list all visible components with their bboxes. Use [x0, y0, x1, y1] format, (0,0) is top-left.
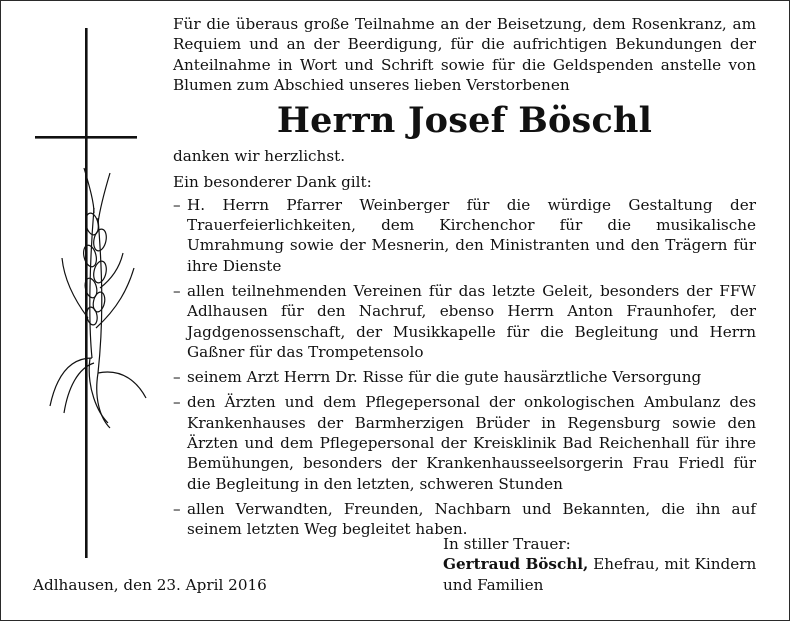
- list-item: – allen Verwandten, Freunden, Nachbarn und Bekannten, die ihn auf seinem letzten Weg begleitet haben.: [173, 499, 756, 540]
- notice-body: [173, 14, 756, 545]
- thanks-list: [173, 195, 756, 540]
- thanks-line: danken wir herzlichst.: [173, 147, 346, 166]
- signature-line-2: und Familien: [443, 575, 544, 594]
- list-item: – H. Herrn Pfarrer Weinberger für die würdige Gestaltung der Trauerfeierlichkeiten, dem Kirchenchor für die musikalische Umrahmung sowie der Mesnerin, den Ministranten und den Trägern für ihre Dienste: [173, 195, 756, 276]
- intro-paragraph: Für die überaus große Teilnahme an der Beisetzung, dem Rosenkranz, am Requiem und an der Beerdigung, für die aufrichtigen Bekundungen der Anteilnahme in Wort und Schrift sowie für die Geldspenden anstelle von Blumen zum Abschied unseres lieben Verstorbenen: [173, 15, 756, 94]
- signature-relation: Ehefrau, mit Kindern: [593, 555, 757, 574]
- deceased-name: Herrn Josef Böschl: [276, 100, 653, 142]
- list-item: – allen teilnehmenden Vereinen für das letzte Geleit, besonders der FFW Adlhausen für den Nachruf, ebenso Herrn Anton Fraunhofer, der Jagdgenossenschaft, der Musikkapelle für die Begleitung und Herrn Gaßner für das Trompetensolo: [173, 281, 756, 362]
- wheat-icon: [50, 168, 146, 428]
- cross-icon: [35, 28, 137, 558]
- signature-block: [443, 534, 763, 595]
- signature-label: In stiller Trauer:: [443, 535, 571, 553]
- special-thanks-heading: Ein besonderer Dank gilt:: [173, 173, 372, 192]
- cross-with-wheat: [28, 28, 158, 563]
- list-item: – den Ärzten und dem Pflegepersonal der onkologischen Ambulanz des Krankenhauses der Barmherzigen Brüder in Regensburg sowie den Ärzten und dem Pflegepersonal der Kreisklinik Bad Reichenhall für ihre Bemühungen, besonders der Krankenhausseelsorgerin Frau Friedl für die Begleitung in den letzten, schweren Stunden: [173, 392, 756, 493]
- signature-name: Gertraud Böschl,: [443, 555, 589, 574]
- list-item: – seinem Arzt Herrn Dr. Risse für die gute hausärztliche Versorgung: [173, 367, 756, 387]
- signature-line-1: [443, 554, 763, 574]
- place-date: Adlhausen, den 23. April 2016: [33, 576, 267, 594]
